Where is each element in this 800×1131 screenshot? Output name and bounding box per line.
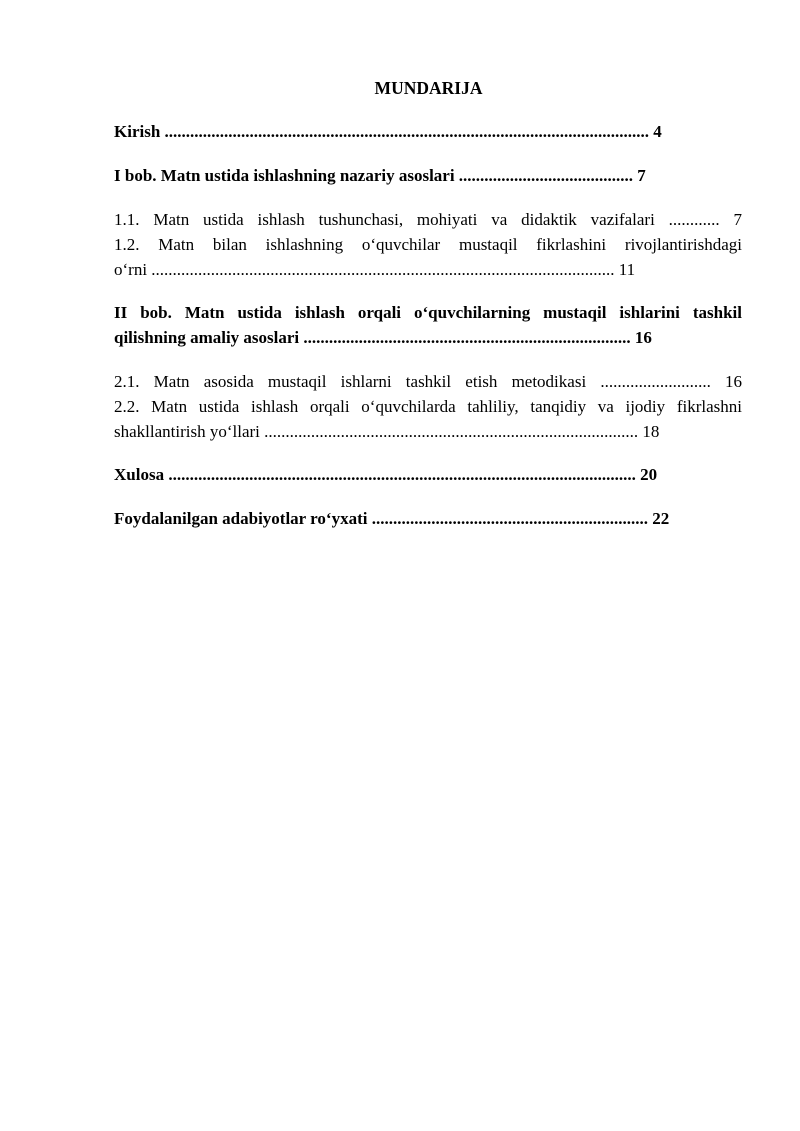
- toc-entry-kirish: Kirish .................................................................................................................. 4: [114, 122, 662, 141]
- toc-entry-chapter-2-line-2: qilishning amaliy asoslari ............................................................................. 16: [114, 328, 652, 347]
- toc-entry-section-2-1: 2.1. Matn asosida mustaqil ishlarni tashkil etish metodikasi .......................... 16: [114, 372, 742, 391]
- toc-entry-chapter-2-line-1: II bob. Matn ustida ishlash orqali o‘quvchilarning mustaqil ishlarini tashkil: [114, 303, 742, 322]
- toc-entry-section-1-2-line-1: 1.2. Matn bilan ishlashning o‘quvchilar mustaqil fikrlashini rivojlantirishdagi: [114, 235, 742, 254]
- toc-entry-section-2-2-line-2: shakllantirish yo‘llari ........................................................................................ 18: [114, 422, 660, 441]
- toc-entry-section-1-1: 1.1. Matn ustida ishlash tushunchasi, mohiyati va didaktik vazifalari ............ 7: [114, 210, 742, 229]
- toc-entry-chapter-1: I bob. Matn ustida ishlashning nazariy asoslari ......................................... 7: [114, 166, 646, 185]
- toc-entry-section-2-2-line-1: 2.2. Matn ustida ishlash orqali o‘quvchilarda tahliliy, tanqidiy va ijodiy fikrlashni: [114, 397, 742, 416]
- page-title: MUNDARIJA: [374, 78, 483, 98]
- toc-entry-adabiyotlar: Foydalanilgan adabiyotlar ro‘yxati ................................................................. 22: [114, 509, 670, 528]
- toc-entry-xulosa: Xulosa .............................................................................................................. 20: [114, 465, 658, 484]
- toc-entry-section-1-2-line-2: o‘rni ............................................................................................................. 11: [114, 260, 636, 279]
